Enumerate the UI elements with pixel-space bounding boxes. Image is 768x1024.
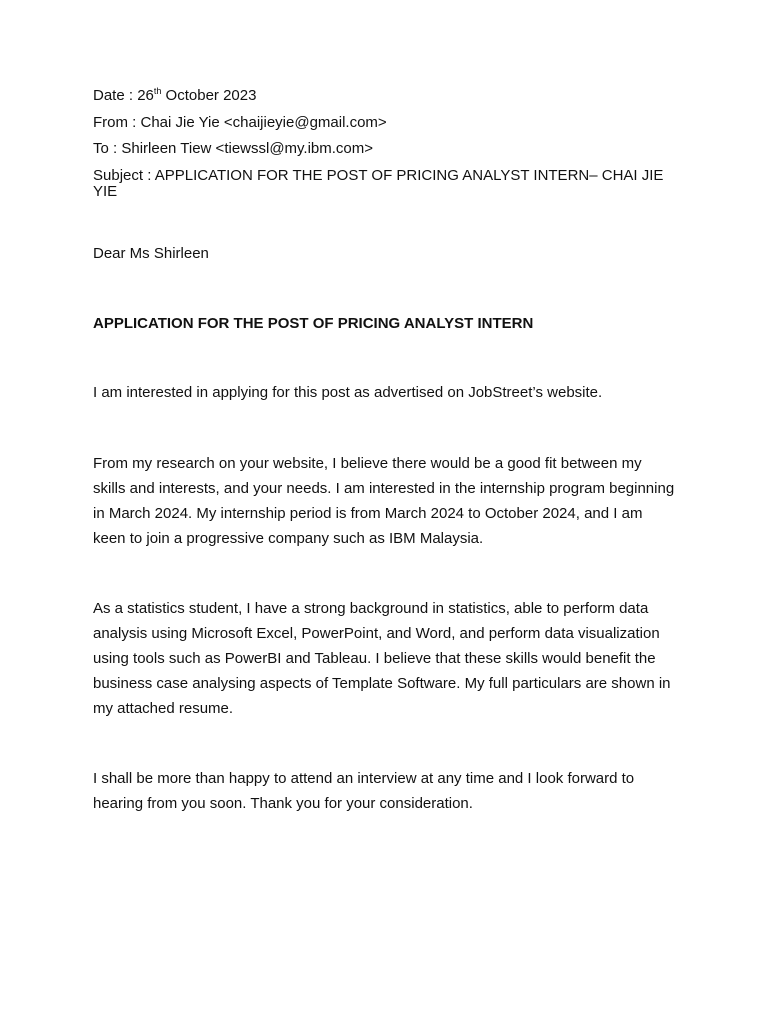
date-label: Date : [93, 87, 138, 104]
subject-line: Subject : APPLICATION FOR THE POST OF PRICING ANALYST INTERN– CHAI JIE YIE [93, 167, 664, 200]
to-line: To : Shirleen Tiew <tiewssl@my.ibm.com> [93, 140, 374, 157]
paragraph-1: I am interested in applying for this post as advertised on JobStreet’s website. [93, 384, 603, 401]
salutation: Dear Ms Shirleen [93, 245, 209, 262]
paragraph-3: As a statistics student, I have a strong background in statistics, able to perform data analysis using Microsoft Excel, PowerPoint, and Word, and perform data visualization using tools such as PowerBI and Tableau. I believe that these skills would benefit the business case analysing aspects of Template Software. My full particulars are shown in my attached resume. [93, 600, 671, 717]
date-rest: October 2023 [161, 87, 257, 104]
date-day: 26 [137, 87, 154, 104]
letter-heading: APPLICATION FOR THE POST OF PRICING ANALYST INTERN [93, 315, 534, 332]
paragraph-2: From my research on your website, I believe there would be a good fit between my skills and interests, and your needs. I am interested in the internship program beginning in March 2024. My internship period is from March 2024 to October 2024, and I am keen to join a progressive company such as IBM Malaysia. [93, 455, 675, 547]
paragraph-4: I shall be more than happy to attend an interview at any time and I look forward to hearing from you soon. Thank you for your consideration. [93, 770, 635, 812]
date-ordinal: th [153, 86, 162, 96]
from-line: From : Chai Jie Yie <chaijieyie@gmail.com> [93, 114, 387, 131]
date-line [93, 87, 693, 105]
